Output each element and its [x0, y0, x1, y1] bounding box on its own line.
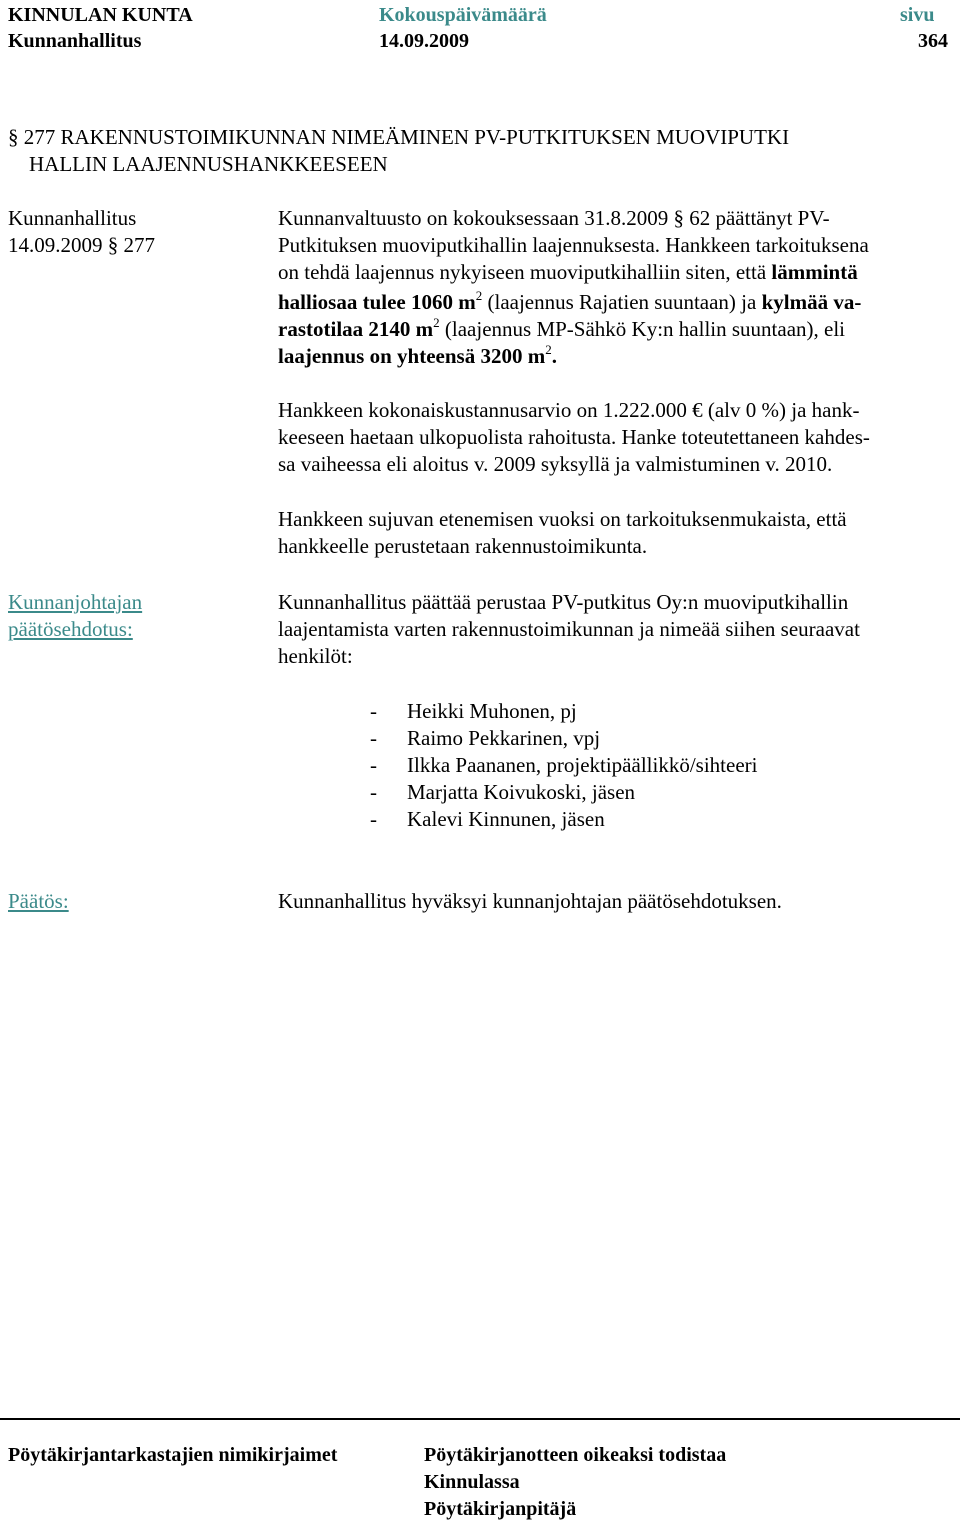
para2-line2: keeseen haetaan ulkopuolista rahoitusta. Hanke toteutettaneen kahdes- — [278, 425, 870, 449]
meeting-date-label: Kokouspäivämäärä — [379, 4, 547, 26]
para1-line2: Putkituksen muoviputkihallin laajennuksesta. Hankkeen tarkoituksena — [278, 233, 869, 257]
side-reference: 14.09.2009 § 277 — [8, 233, 155, 257]
para3-line2: hankkeelle perustetaan rakennustoimikunta. — [278, 534, 648, 558]
para1-line4: halliosaa tulee 1060 $m^2$ (laajennus Rajatien suuntaan) ja kylmää va- — [278, 288, 862, 314]
org-name: KINNULAN KUNTA — [8, 4, 193, 26]
para3-line1: Hankkeen sujuvan etenemisen vuoksi on tarkoituksenmukaista, että — [278, 507, 847, 531]
para2-line1: Hankkeen kokonaiskustannusarvio on 1.222.000 € (alv 0 %) ja hank- — [278, 398, 860, 422]
proposal-label-line2: päätösehdotus: — [8, 617, 133, 641]
list-item: - Raimo Pekkarinen, vpj — [370, 726, 601, 750]
para1-line1: Kunnanvaltuusto on kokouksessaan 31.8.2009 § 62 päättänyt PV- — [278, 206, 830, 230]
footer-certify-label: Pöytäkirjanotteen oikeaksi todistaa — [424, 1444, 727, 1466]
page-label: sivu — [900, 4, 935, 26]
list-item: - Heikki Muhonen, pj — [370, 699, 577, 723]
page-number: 364 — [918, 30, 948, 52]
footer-divider — [0, 1418, 960, 1420]
decision-text: Kunnanhallitus hyväksyi kunnanjohtajan päätösehdotuksen. — [278, 889, 782, 913]
footer-initials-label: Pöytäkirjantarkastajien nimikirjaimet — [8, 1444, 338, 1466]
section-title-line1: § 277 RAKENNUSTOIMIKUNNAN NIMEÄMINEN PV-PUTKITUKSEN MUOVIPUTKI — [8, 125, 790, 149]
list-item: - Ilkka Paananen, projektipäällikkö/sihteeri — [370, 753, 758, 777]
decision-label: Päätös: — [8, 889, 69, 913]
footer-secretary: Pöytäkirjanpitäjä — [424, 1498, 577, 1520]
para1-line6: laajennus on yhteensä 3200 $m^2$. — [278, 342, 557, 368]
proposal-line1: Kunnanhallitus päättää perustaa PV-putkitus Oy:n muoviputkihallin — [278, 590, 849, 614]
proposal-line3: henkilöt: — [278, 644, 353, 668]
proposal-line2: laajentamista varten rakennustoimikunnan ja nimeää siihen seuraavat — [278, 617, 860, 641]
section-title-line2: HALLIN LAAJENNUSHANKKEESEEN — [29, 152, 388, 176]
list-item: - Kalevi Kinnunen, jäsen — [370, 807, 605, 831]
para2-line3: sa vaiheessa eli aloitus v. 2009 syksyllä ja valmistuminen v. 2010. — [278, 452, 833, 476]
footer-place: Kinnulassa — [424, 1471, 520, 1493]
para1-line5: rastotilaa 2140 $m^2$ (laajennus MP-Sähkö Ky:n hallin suuntaan), eli — [278, 315, 846, 341]
para1-line3: on tehdä laajennus nykyiseen muoviputkihalliin siten, että lämmintä — [278, 260, 858, 284]
side-body: Kunnanhallitus — [8, 206, 137, 230]
body-name: Kunnanhallitus — [8, 30, 142, 52]
meeting-date: 14.09.2009 — [379, 30, 469, 52]
proposal-label-line1: Kunnanjohtajan — [8, 590, 143, 614]
list-item: - Marjatta Koivukoski, jäsen — [370, 780, 636, 804]
